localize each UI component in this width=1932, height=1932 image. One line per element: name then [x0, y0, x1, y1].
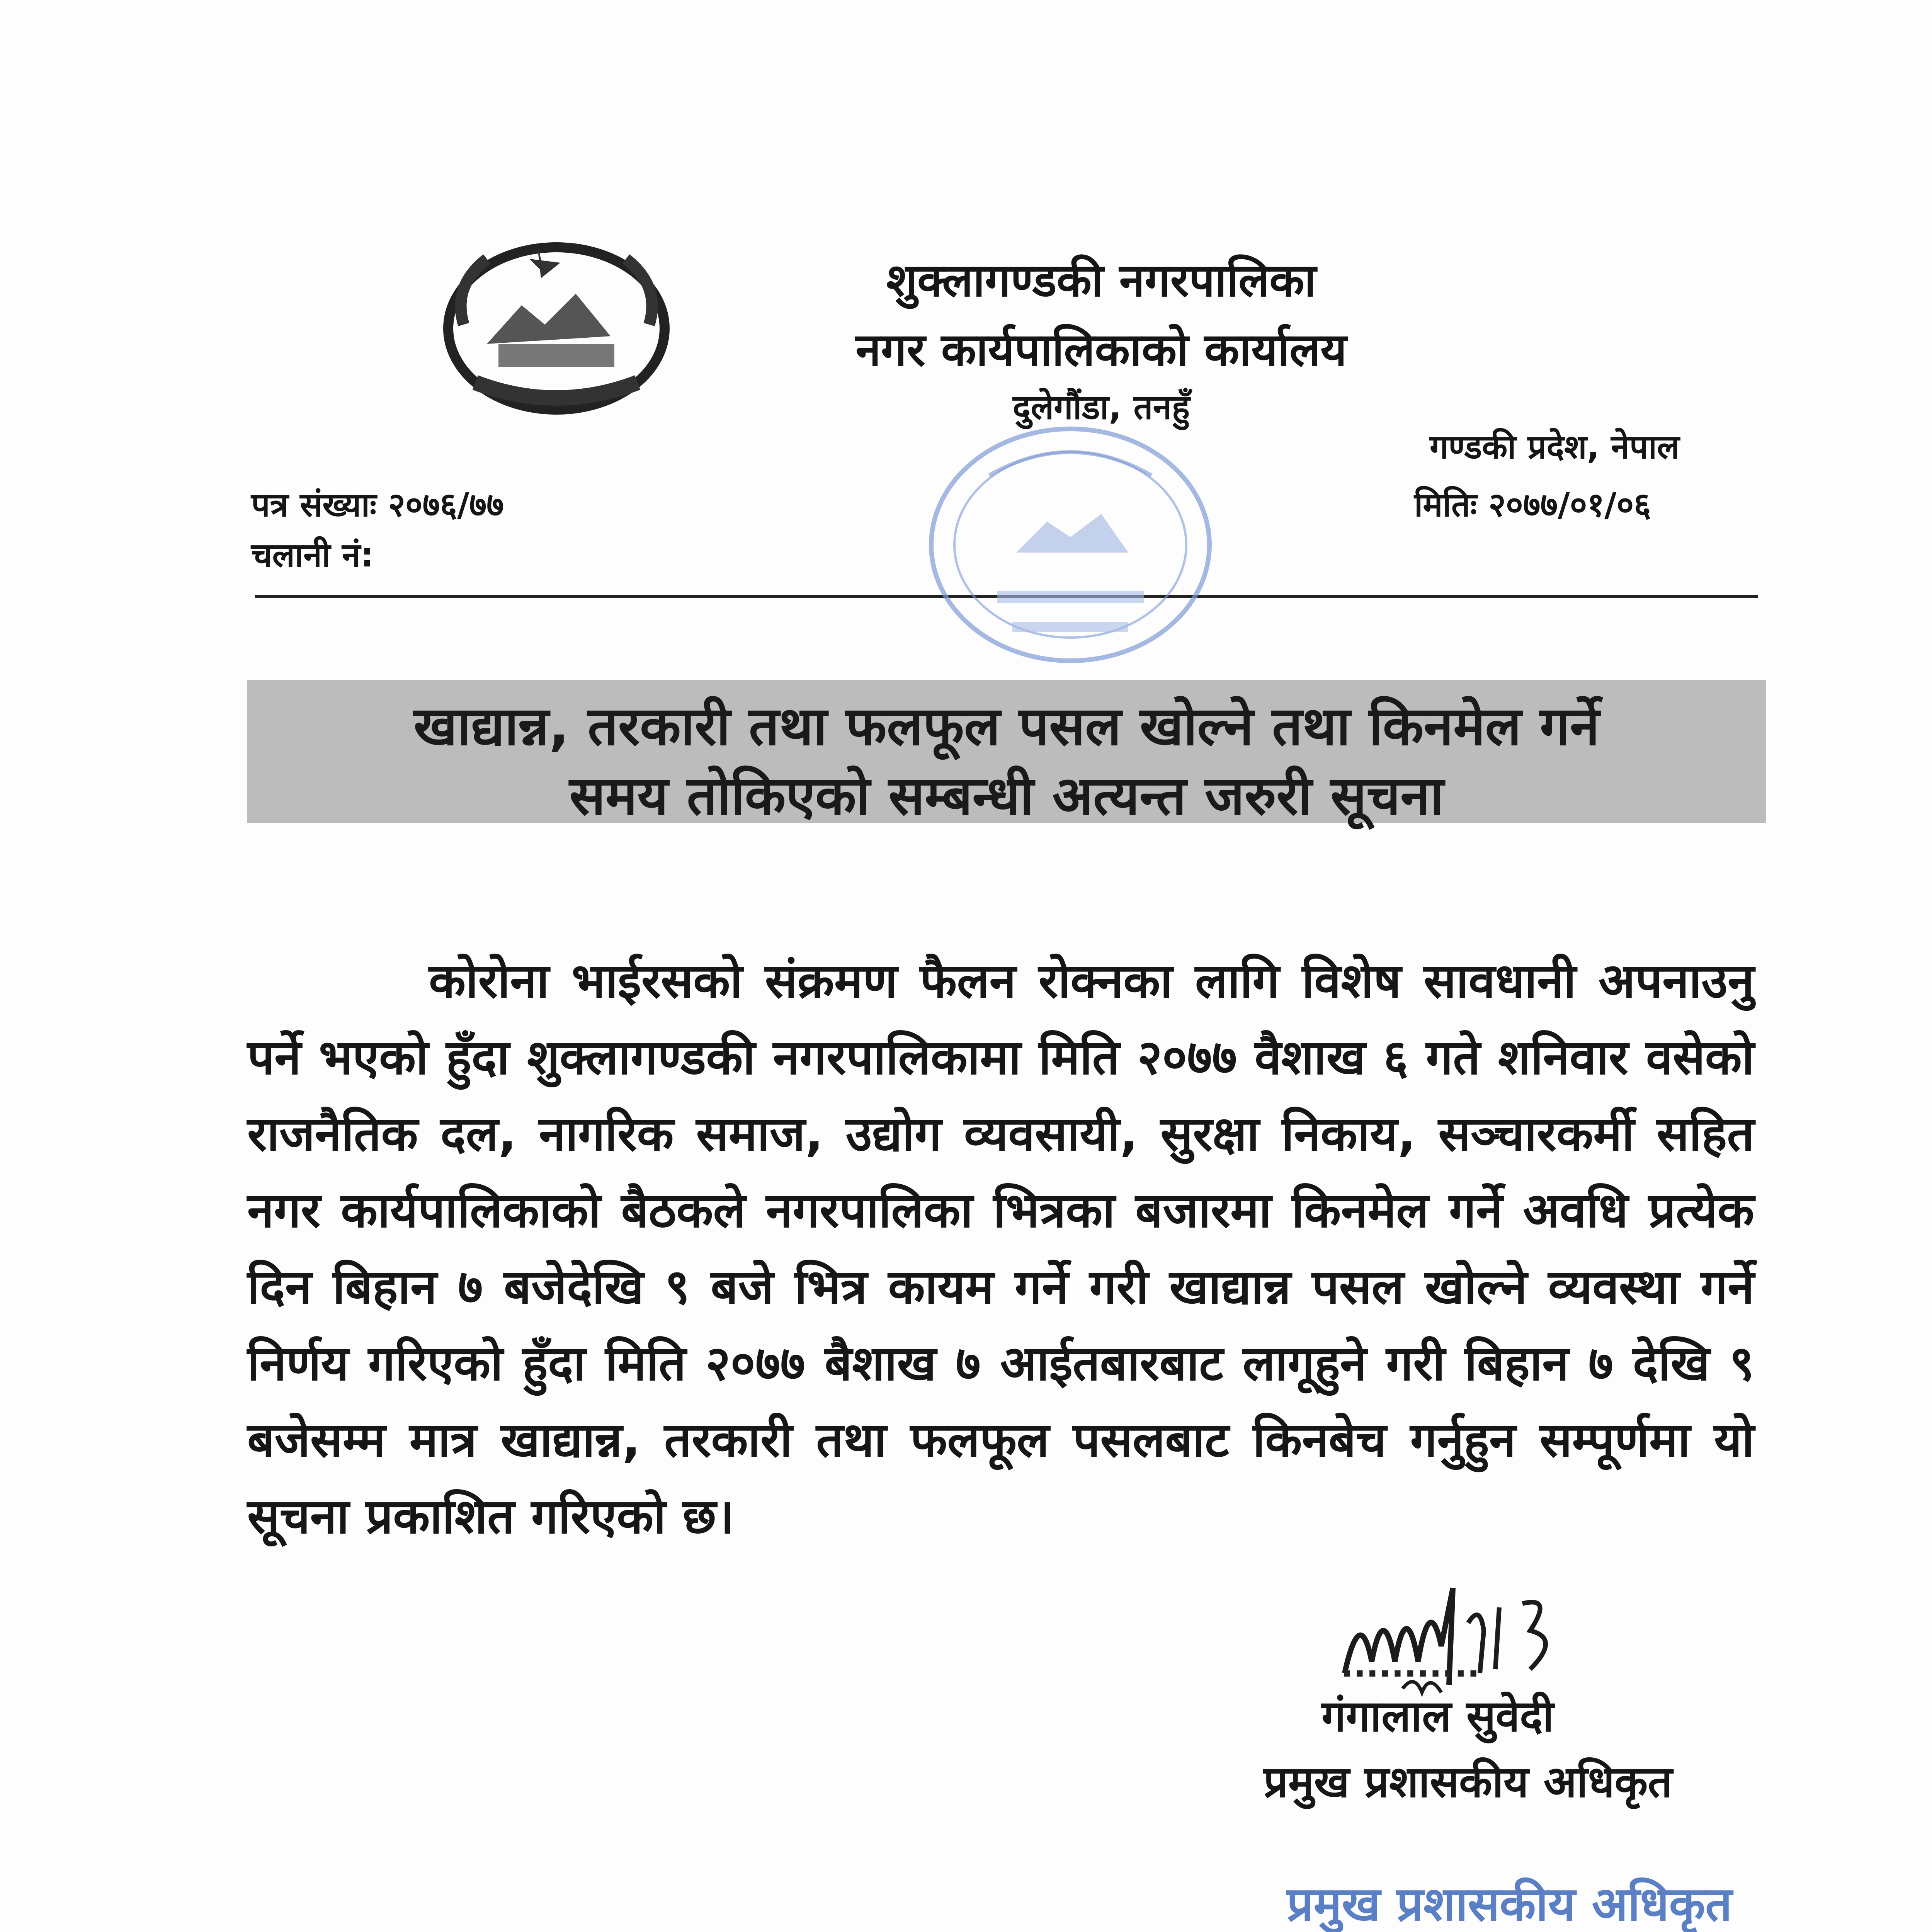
office-stamp-icon: [900, 406, 1240, 699]
stamp-title: प्रमुख प्रशासकीय अधिकृत: [1287, 1877, 1732, 1932]
office-name: नगर कार्यपालिकाको कार्यालय: [855, 323, 1347, 376]
letter-date: मितिः २०७७/०१/०६: [1414, 486, 1651, 524]
subject-line-2: समय तोकिएको सम्बन्धी अत्यन्त जरुरी सूचना: [569, 765, 1444, 827]
signature-dots: ...........: [1341, 1646, 1480, 1685]
org-name: शुक्लागण्डकी नगरपालिका: [886, 253, 1316, 307]
letter-number: पत्र संख्याः २०७६/७७: [251, 486, 504, 524]
province: गण्डकी प्रदेश, नेपाल: [1430, 428, 1680, 466]
signer-name: गंगालाल सुवेदी: [1321, 1691, 1554, 1742]
subject-line-1: खाद्यान्न, तरकारी तथा फलफूल पसल खोल्ने तथा किनमेल गर्ने: [413, 695, 1600, 757]
signer-title: प्रमुख प्रशासकीय अधिकृत: [1264, 1757, 1673, 1807]
notice-body: कोरोना भाईरसको संक्रमण फैलन रोक्नका लागि विशेष सावधानी अपनाउनु पर्ने भएको हुँदा शुक्लागण्डकी नगरपालिकामा मिति २०७७ वैशाख ६ गते शनिवार वसेको राजनैतिक दल, नागरिक समाज, उद्योग व्यवसायी, सुरक्षा निकाय, सञ्चारकर्मी सहित नगर कार्यपालिकाको बैठकले नगरपालिका भित्रका बजारमा किनमेल गर्ने अवधि प्रत्येक दिन बिहान ७ बजेदेखि ९ बजे भित्र कायम गर्ने गरी खाद्यान्न पसल खोल्ने व्यवस्था गर्ने निर्णय गरिएको हुँदा मिति २०७७ बैशाख ७ आईतबारबाट लागूहुने गरी बिहान ७ देखि ९ बजेसम्म मात्र खाद्यान्न, तरकारी तथा फलफूल पसलबाट किनबेच गर्नुहुन सम्पूर्णमा यो सूचना प्रकाशित गरिएको छ।: [247, 953, 1754, 1544]
office-address: दुलेगौंडा, तनहुँ: [1012, 387, 1190, 427]
dispatch-number: चलानी नं:: [251, 536, 374, 575]
